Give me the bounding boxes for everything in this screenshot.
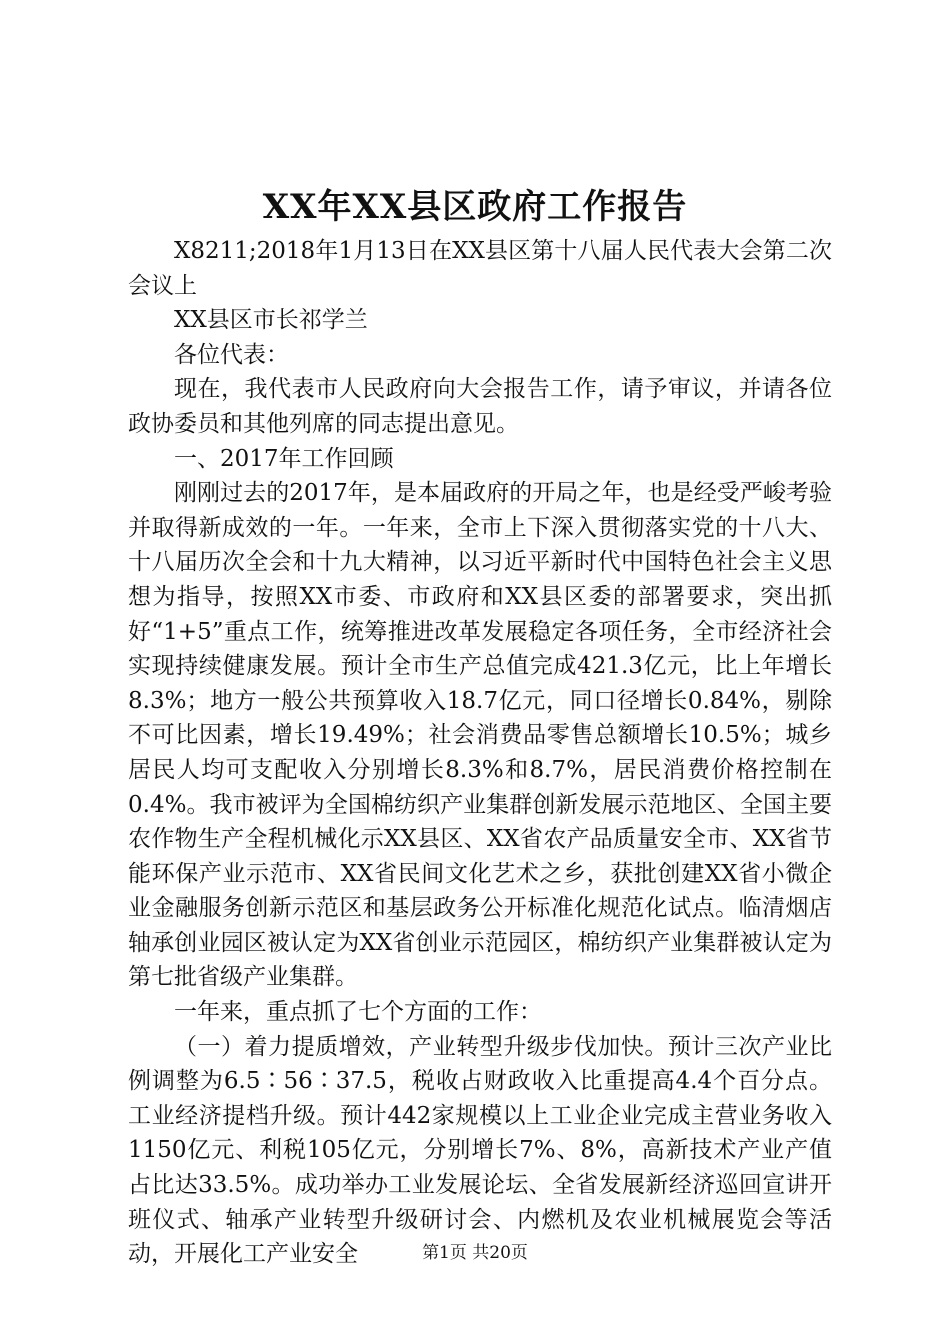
opening-paragraph: 现在，我代表市人民政府向大会报告工作，请予审议，并请各位政协委员和其他列席的同志提出意见。 <box>128 376 832 437</box>
document-title: XX年XX县区政府工作报告 <box>262 187 688 227</box>
document-body <box>128 234 832 1272</box>
review-paragraph: 刚刚过去的2017年，是本届政府的开局之年，也是经受严峻考验并取得新成效的一年。一年来，全市上下深入贯彻落实党的十八大、十八届历次全会和十九大精神，以习近平新时代中国特色社会主义思想为指导，按照XX市委、市政府和XX县区委的部署要求，突出抓好“1+5”重点工作，统筹推进改革发展稳定各项任务，全市经济社会实现持续健康发展。预计全市生产总值完成421.3亿元，比上年增长8.3%；地方一般公共预算收入18.7亿元，同口径增长0.84%，剔除不可比因素，增长19.49%；社会消费品零售总额增长10.5%；城乡居民人均可支配收入分别增长8.3%和8.7%，居民消费价格控制在0.4%。我市被评为全国棉纺织产业集群创新发展示范地区、全国主要农作物生产全程机械化示XX县区、XX省农产品质量安全市、XX省节能环保产业示范市、XX省民间文化艺术之乡，获批创建XX省小微企业金融服务创新示范区和基层政务公开标准化规范化试点。临清烟店轴承创业园区被认定为XX省创业示范园区，棉纺织产业集群被认定为第七批省级产业集群。 <box>128 480 832 991</box>
summary-paragraph: 一年来，重点抓了七个方面的工作： <box>174 999 542 1026</box>
subsection-paragraph: （一）着力提质增效，产业转型升级步伐加快。预计三次产业比例调整为6.5∶56∶37.5，税收占财政收入比重提高4.4个百分点。工业经济提档升级。预计442家规模以上工业企业完成主营业务收入1150亿元、利税105亿元，分别增长7%、8%，高新技术产业产值占比达33.5%。成功举办工业发展论坛、全省发展新经济巡回宣讲开班仪式、轴承产业转型升级研讨会、内燃机及农业机械展览会等活动，开展化工产业安全 <box>128 1033 832 1268</box>
speaker-paragraph: XX县区市长祁学兰 <box>174 307 368 334</box>
section-heading: 一、2017年工作回顾 <box>174 445 394 472</box>
meeting-info-paragraph: X8211;2018年1月13日在XX县区第十八届人民代表大会第二次会议上 <box>128 238 832 299</box>
page-number: 第1页 共20页 <box>422 1243 528 1263</box>
salutation-paragraph: 各位代表： <box>174 341 289 368</box>
